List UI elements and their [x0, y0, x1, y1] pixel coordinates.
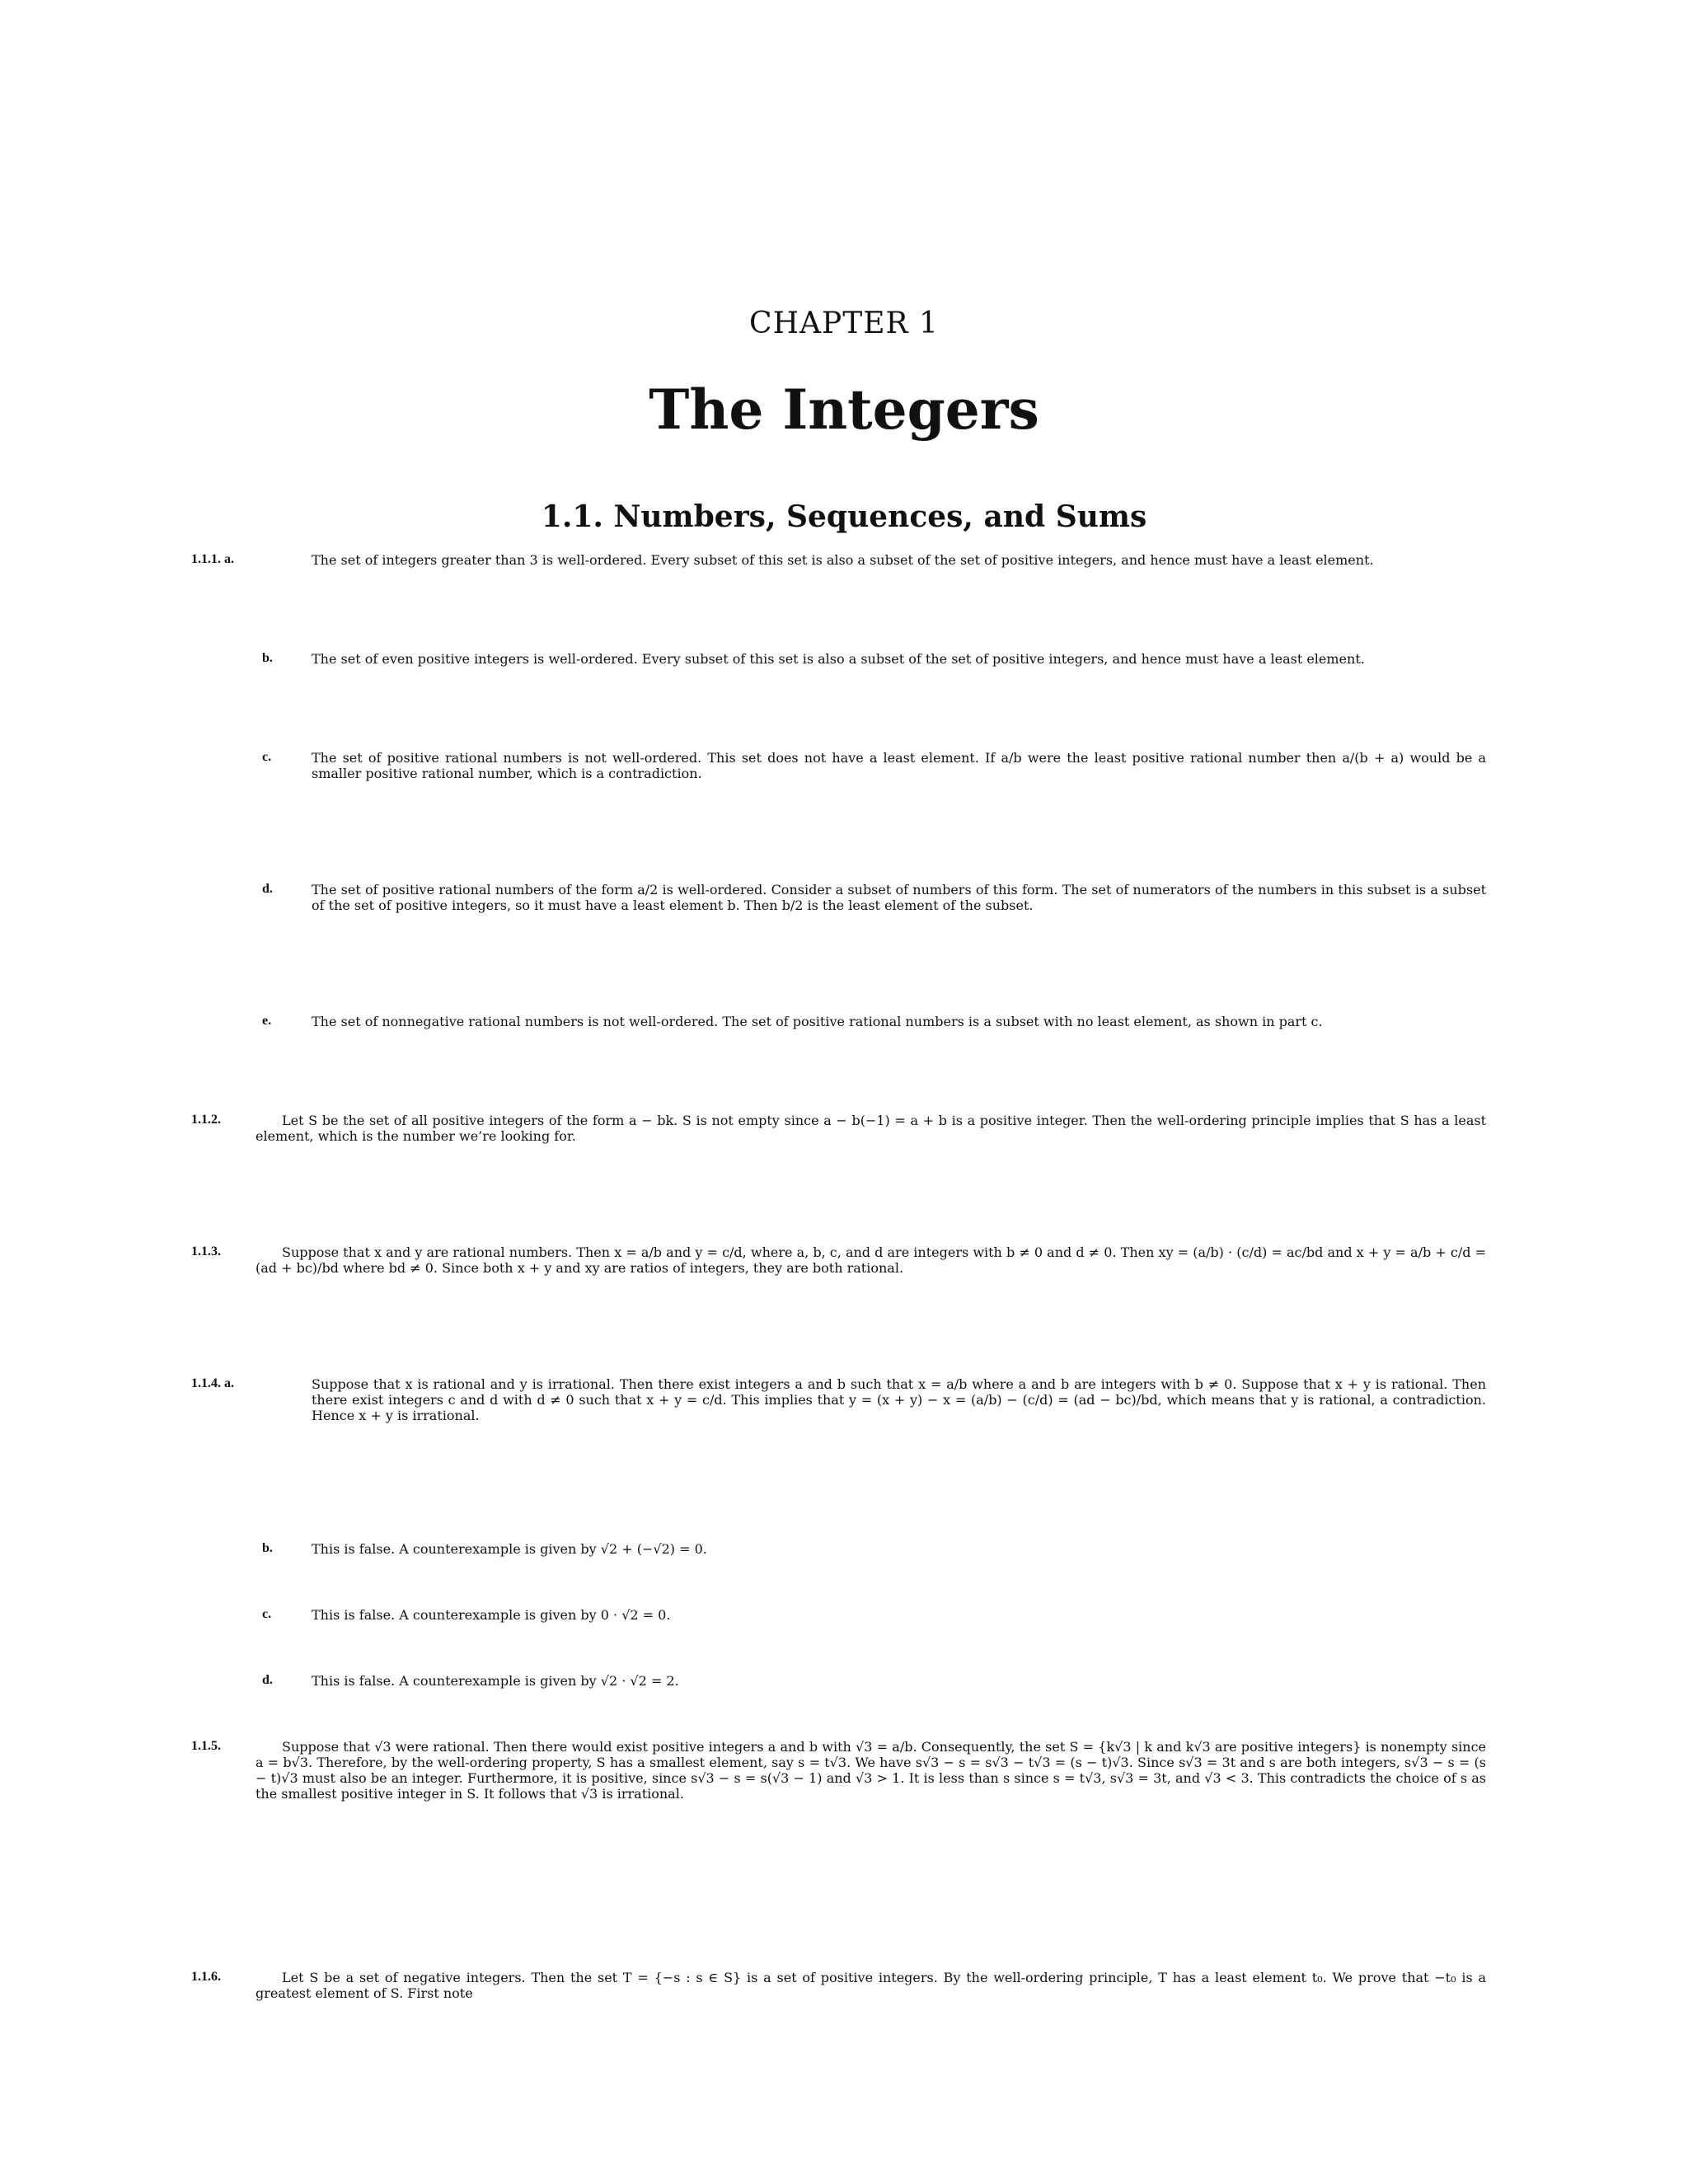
exercise-text: This is false. A counterexample is given by √2 + (−√2) = 0.: [312, 1541, 707, 1557]
exercise-text: The set of even positive integers is well-ordered. Every subset of this set is also a subset of the set of positive integers, and hence must have a least element.: [312, 651, 1365, 667]
exercise-label: c.: [262, 750, 272, 764]
exercise-label: 1.1.2.: [191, 1113, 221, 1127]
chapter-title: The Integers: [649, 377, 1039, 442]
exercise-label: e.: [262, 1014, 272, 1028]
exercise-label: d.: [262, 1673, 273, 1687]
exercise-text: Suppose that x and y are rational numbers. Then x = a/b and y = c/d, where a, b, c, and d are integers with b ≠ 0 and d ≠ 0. Then xy = (a/b) · (c/d) = ac/bd and x + y = a/b + c/d = (ad + bc)/bd where bd ≠ 0. Since both x + y and xy are ratios of integers, they are both rational.: [256, 1244, 1486, 1276]
exercise-label: 1.1.3.: [191, 1244, 221, 1258]
exercise-text: Suppose that √3 were rational. Then there would exist positive integers a and b with √3 = a/b. Consequently, the set S = {k√3 | k and k√3 are positive integers} is nonempty since a = b√3. Therefore, by the well-ordering property, S has a smallest element, say s = t√3. We have s√3 − s = s√3 − t√3 = (s − t)√3. Since s√3 = 3t and s are both integers, s√3 − s = (s − t)√3 must also be an integer. Furthermore, it is positive, since s√3 − s = s(√3 − 1) and √3 > 1. It is less than s since s = t√3, s√3 = 3t, and √3 < 3. This contradicts the choice of s as the smallest positive integer in S. It follows that √3 is irrational.: [256, 1739, 1486, 1802]
exercise-text: The set of integers greater than 3 is well-ordered. Every subset of this set is also a subset of the set of positive integers, and hence must have a least element.: [312, 552, 1374, 568]
exercise-text: The set of positive rational numbers of the form a/2 is well-ordered. Consider a subset of numbers of this form. The set of numerators of the numbers in this subset is a subset of the set of positive integers, so it must have a least element b. Then b/2 is the least element of the subset.: [312, 882, 1486, 913]
exercise-label: 1.1.5.: [191, 1739, 221, 1753]
exercise-text: Let S be a set of negative integers. Then the set T = {−s : s ∈ S} is a set of positive integers. By the well-ordering principle, T has a least element t₀. We prove that −t₀ is a greatest element of S. First note: [256, 1970, 1486, 2001]
exercise-label: 1.1.6.: [191, 1970, 221, 1984]
exercise-text: Let S be the set of all positive integers of the form a − bk. S is not empty since a − b(−1) = a + b is a positive integer. Then the well-ordering principle implies that S has a least element, which is the number we’re looking for.: [256, 1113, 1486, 1144]
section-title: 1.1. Numbers, Sequences, and Sums: [541, 499, 1147, 534]
exercise-label: 1.1.1. a.: [191, 552, 234, 566]
chapter-label: CHAPTER 1: [749, 307, 939, 340]
exercise-text: Suppose that x is rational and y is irrational. Then there exist integers a and b such that x = a/b where a and b are integers with b ≠ 0. Suppose that x + y is rational. Then there exist integers c and d with d ≠ 0 such that x + y = c/d. This implies that y = (x + y) − x = (a/b) − (c/d) = (ad − bc)/bd, which means that y is rational, a contradiction. Hence x + y is irrational.: [312, 1376, 1486, 1423]
exercise-text: The set of positive rational numbers is not well-ordered. This set does not have a least element. If a/b were the least positive rational number then a/(b + a) would be a smaller positive rational number, which is a contradiction.: [312, 750, 1486, 781]
exercise-text: This is false. A counterexample is given by 0 · √2 = 0.: [312, 1607, 671, 1623]
exercise-text: This is false. A counterexample is given by √2 · √2 = 2.: [312, 1673, 679, 1689]
exercise-label: b.: [262, 1541, 273, 1555]
exercise-label: c.: [262, 1607, 272, 1621]
exercise-label: d.: [262, 882, 273, 896]
exercise-label: 1.1.4. a.: [191, 1376, 234, 1390]
exercise-label: b.: [262, 651, 273, 665]
exercise-text: The set of nonnegative rational numbers is not well-ordered. The set of positive rational numbers is a subset with no least element, as shown in part c.: [312, 1014, 1323, 1029]
